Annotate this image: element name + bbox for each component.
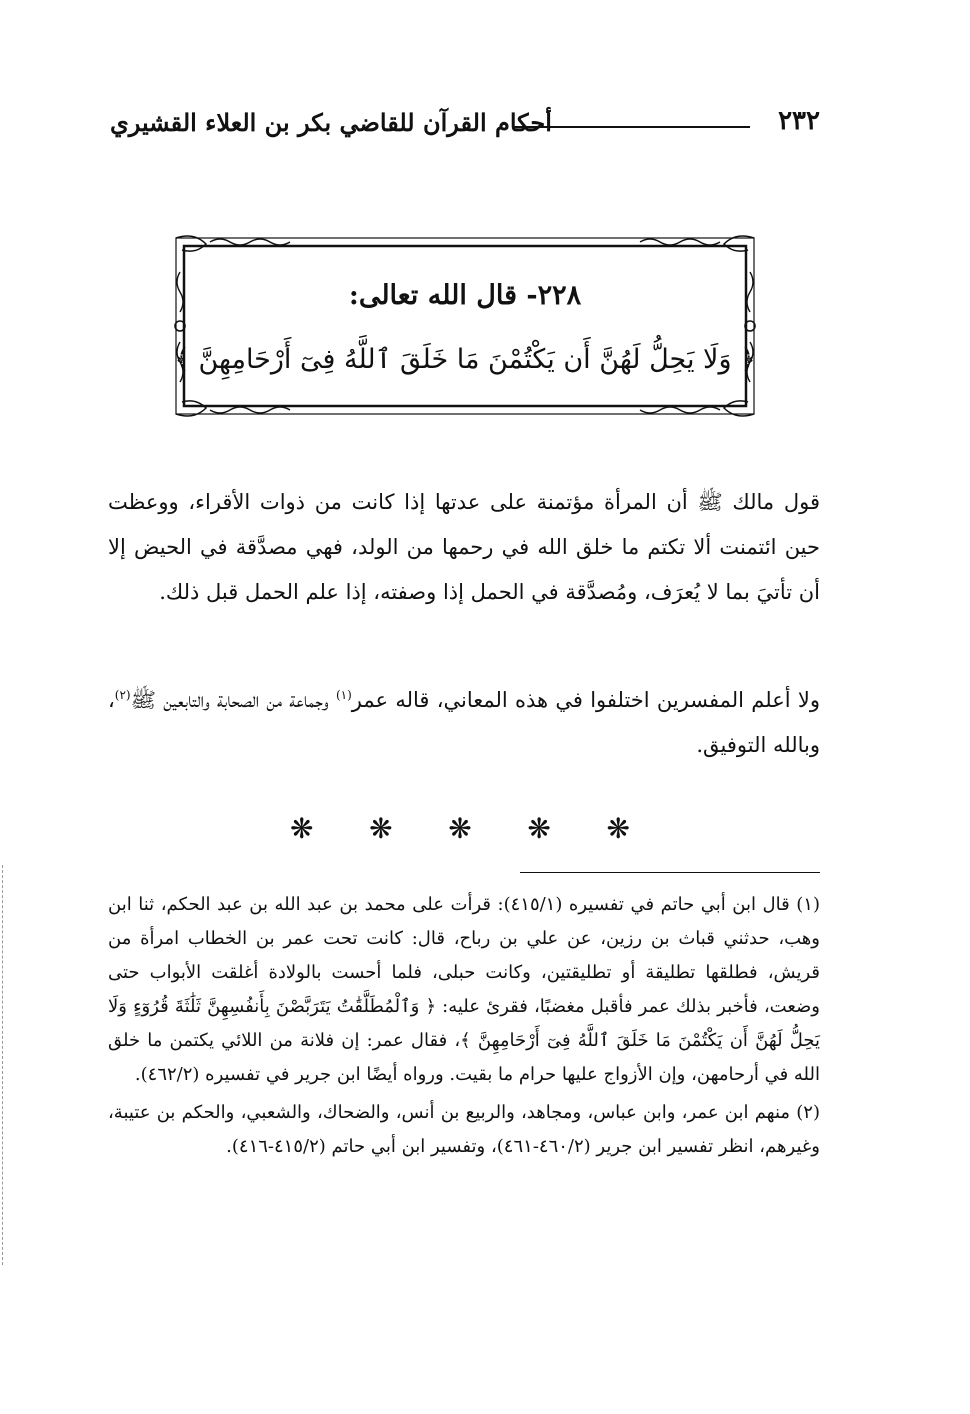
footnote-rule <box>520 872 820 873</box>
star-ornament-icon: ❋ <box>369 812 393 845</box>
footnote-ref-2[interactable]: (٢) <box>114 688 131 702</box>
footnote-ref-1[interactable]: (١) <box>335 688 352 702</box>
quran-verse: ﴿ وَلَا يَحِلُّ لَهُنَّ أَن يَكْتُمْنَ مَا خَلَقَ ٱللَّهُ فِىٓ أَرْحَامِهِنَّ ﴾ <box>174 344 756 375</box>
paragraph-text: وجماعة من الصحابة والتابعين ﷺ <box>130 688 336 712</box>
running-header <box>110 106 820 150</box>
star-ornament-icon: ❋ <box>290 812 314 845</box>
footnote-2: (٢) منهم ابن عمر، وابن عباس، ومجاهد، والربيع بن أنس، والضحاك، والشعبي، والحكم بن عتيبة، وغيرهم، انظر تفسير ابن جرير (٤٦٠/٢-٤٦١)، وتفسير ابن أبي حاتم (٤١٥/٢-٤١٦). <box>108 1102 820 1157</box>
footnotes <box>108 888 820 1168</box>
footnote-1: (١) قال ابن أبي حاتم في تفسيره (٤١٥/١): قرأت على محمد بن عبد الله بن عبد الحكم، ثنا ابن وهب، حدثني قباث بن رزين، عن علي بن رباح، قال: كانت تحت عمر بن الخطاب امرأة من قريش، فطلقها تطليقة أو تطليقتين، وكانت حبلى، فلما أحست بالولادة أغلقت الأبواب حتى وضعت، فأخبر بذلك عمر فأقبل مغضبًا، فقرئ عليه: ﴿ وَٱلْمُطَلَّقَٰتُ يَتَرَبَّصْنَ بِأَنفُسِهِنَّ ثَلَٰثَةَ قُرُوٓءٍ وَلَا يَحِلُّ لَهُنَّ أَن يَكْتُمْنَ مَا خَلَقَ ٱللَّهُ فِىٓ أَرْحَامِهِنَّ ﴾، فقال عمر: إن فلانة من اللائي يكتمن ما خلق الله في أرحامهن، وإن الأزواج عليها حرام ما بقيت. ورواه أيضًا ابن جرير في تفسيره (٤٦٢/٢). <box>108 894 820 1085</box>
paragraph-text: ، وبالله التوفيق. <box>108 688 820 757</box>
star-ornament-icon: ❋ <box>527 812 551 845</box>
section-separator <box>290 812 630 845</box>
book-title: أحكام القرآن للقاضي بكر بن العلاء القشيري <box>110 108 552 137</box>
body-paragraph-1: قول مالك ﷺ أن المرأة مؤتمنة على عدتها إذا كانت من ذوات الأقراء، ووعظت حين ائتمنت ألا تكتم ما خلق الله في رحمها من الولد، فهي مصدَّقة في الحيض إلا أن تأتيَ بما لا يُعرَف، ومُصدَّقة في الحمل إذا وصفته، إذا علم الحمل قبل ذلك. <box>108 490 820 604</box>
star-ornament-icon: ❋ <box>448 812 472 845</box>
section-frame <box>170 232 760 420</box>
ornament-border-icon <box>170 232 760 420</box>
star-ornament-icon: ❋ <box>606 812 630 845</box>
scan-margin-line <box>2 865 4 1265</box>
paragraph-text: ولا أعلم المفسرين اختلفوا في هذه المعاني، قاله عمر <box>351 688 820 712</box>
body-paragraph-2 <box>108 678 820 768</box>
section-heading: ٢٢٨- قال الله تعالى: <box>348 280 582 311</box>
page-number: ٢٣٢ <box>778 106 820 136</box>
